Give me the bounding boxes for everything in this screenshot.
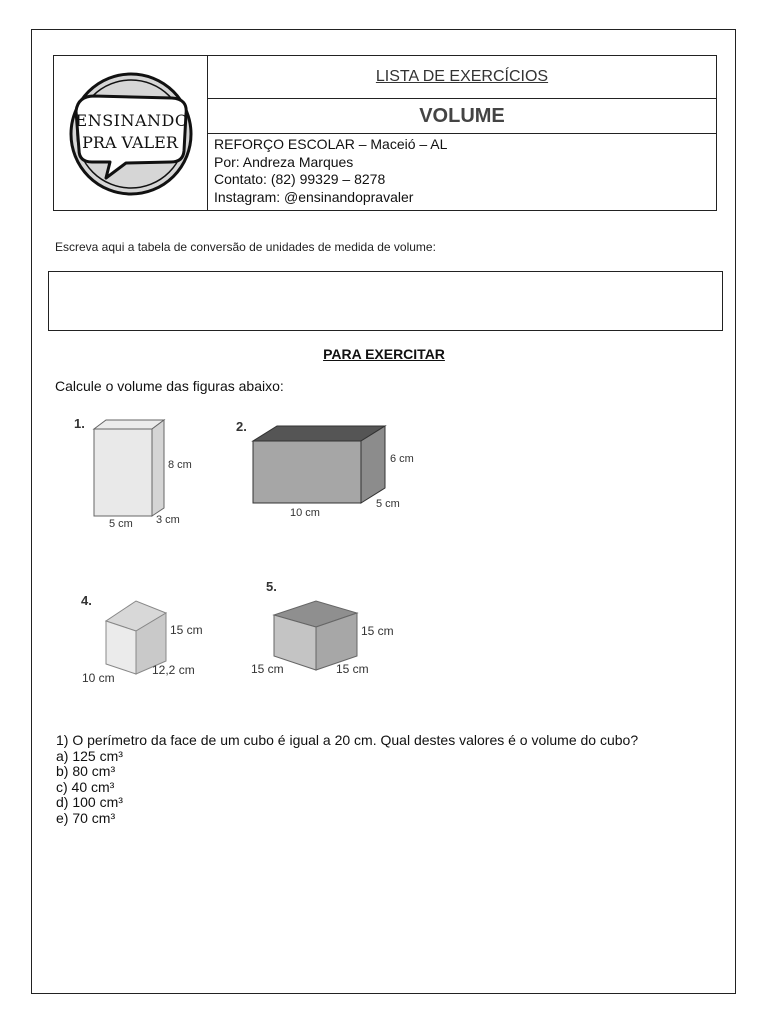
- option-e: e) 70 cm³: [56, 809, 116, 826]
- section-title: PARA EXERCITAR: [323, 346, 445, 362]
- option-b: b) 80 cm³: [56, 763, 116, 779]
- figure-4-height: 15 cm: [170, 623, 203, 637]
- question-block: [56, 733, 638, 826]
- figure-4-number: 4.: [81, 593, 92, 608]
- option-d: d) 100 cm³: [56, 794, 123, 810]
- info-contact: Contato: (82) 99329 – 8278: [214, 171, 386, 187]
- figure-5-depth: 15 cm: [336, 662, 369, 676]
- figure-5-height: 15 cm: [361, 624, 394, 638]
- option-c: c) 40 cm³: [56, 778, 115, 795]
- list-title: LISTA DE EXERCÍCIOS: [375, 68, 549, 85]
- instruction-text: Escreva aqui a tabela de conversão de unidades de medida de volume:: [55, 240, 436, 254]
- figure-1: [74, 416, 192, 530]
- info-author: Por: Andreza Marques: [214, 153, 354, 170]
- figure-5-width: 15 cm: [251, 662, 284, 676]
- figure-2-number: 2.: [236, 419, 247, 434]
- figure-4: [81, 593, 203, 685]
- figure-4-depth: 12,2 cm: [152, 663, 195, 677]
- info-instagram: Instagram: @ensinandopravaler: [214, 188, 414, 205]
- figure-2-length: 10 cm: [290, 507, 320, 519]
- svg-text:PRA VALER: PRA VALER: [82, 133, 178, 152]
- figure-5: [251, 579, 394, 676]
- info-school: REFORÇO ESCOLAR – Maceió – AL: [214, 136, 448, 152]
- figure-1-number: 1.: [74, 416, 85, 431]
- figure-2: [236, 419, 414, 519]
- figure-5-number: 5.: [266, 579, 277, 594]
- figure-1-height: 8 cm: [168, 459, 192, 471]
- option-a: a) 125 cm³: [56, 747, 123, 764]
- figure-1-depth: 3 cm: [156, 514, 180, 526]
- figure-4-width: 10 cm: [82, 671, 115, 685]
- question-text: 1) O perímetro da face de um cubo é igual a 20 cm. Qual destes valores é o volume do cubo?: [56, 732, 639, 748]
- calc-prompt: Calcule o volume das figuras abaixo:: [55, 378, 284, 394]
- figure-2-height: 6 cm: [390, 453, 414, 465]
- figure-2-depth: 5 cm: [376, 498, 400, 510]
- svg-text:ENSINANDO: ENSINANDO: [75, 111, 189, 130]
- figure-1-width: 5 cm: [109, 518, 133, 530]
- topic-title: VOLUME: [419, 104, 505, 127]
